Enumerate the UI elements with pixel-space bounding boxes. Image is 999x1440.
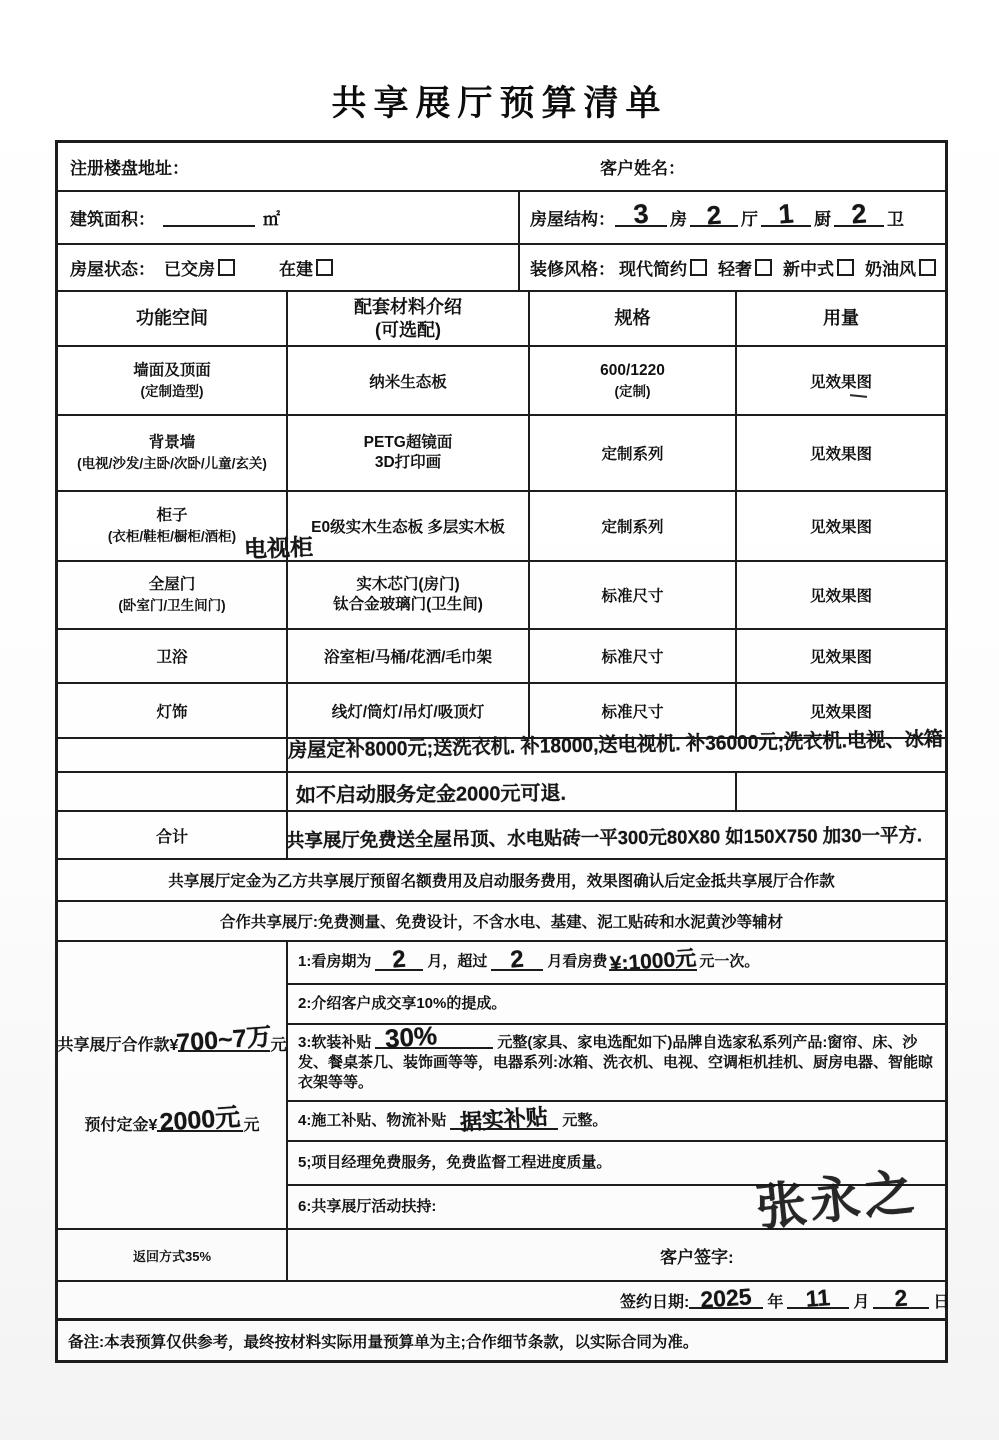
material-row-doors: 全屋门 (卧室门/卫生间门) 实木芯门(房门) 钛合金玻璃门(卫生间) 标准尺寸 见效果图 [58,560,945,628]
customer-name-label: 客户姓名： [600,159,685,178]
checkbox-new-chinese [837,259,854,276]
handwritten-year: 2025 [699,1283,753,1314]
term-item-1: 1:看房期为 2 月，超过 2 月看房费 ¥:1000元 元一次。 [298,945,760,977]
material-row-cabinets: 柜子 (衣柜/鞋柜/橱柜/酒柜) E0级实木生态板 多层实木板 定制系列 见效果图 [58,490,945,560]
handwritten-construction-subsidy: 据实补贴 [459,1103,550,1136]
term-item-3: 3:软装补贴 30% 元整(家具、家电选配如下)品牌自选家私系列产品:窗帘、床、沙发、餐桌茶几、装饰画等等，电器系列:冰箱、洗衣机、电视、空调柜机挂机、厨房电器、智能晾衣架等等。 [288,1023,945,1100]
term-item-4: 4:施工补贴、物流补贴 据实补贴 元整。 [288,1100,945,1141]
style-option-light-luxury: 轻奢 [718,260,752,279]
materials-header-row [58,290,945,345]
checkbox-cream [919,259,936,276]
handwritten-view-months: 2 [391,945,407,974]
building-area-blank [163,208,255,227]
coop-note-row [58,900,945,940]
style-label: 装修风格： [530,260,615,279]
row-area-structure [58,190,945,243]
date-row [58,1280,950,1318]
checkbox-light-luxury [755,259,772,276]
handwritten-subsidy-line2: 如不启动服务定金2000元可退. [295,782,567,807]
handwritten-rooms: 3 [632,198,650,230]
handwritten-kitchens: 1 [777,198,795,230]
material-row-bathroom: 卫浴 浴室柜/马桶/花洒/毛巾架 标准尺寸 见效果图 [58,628,945,682]
customer-signature-label: 客户签字: [660,1247,734,1267]
status-option-building: 在建 [279,260,313,279]
house-status-cell [58,245,518,290]
term-item-5: 5;项目经理免费服务，免费监督工程进度质量。 [288,1140,945,1184]
year-unit: 年 [767,1293,784,1311]
header-space: 功能空间 [136,308,208,329]
header-usage: 用量 [735,292,945,345]
return-method-label: 返回方式35% [132,1248,212,1264]
term-item-6: 6:共享展厅活动扶持: [288,1184,945,1228]
handwritten-total-line: 共享展厅免费送全屋吊顶、水电贴砖一平300元80X80 如150X750 加30一平方. [285,825,923,852]
deposit-note: 共享展厅定金为乙方共享展厅预留名额费用及启动服务费用，效果图确认后定金抵共享展厅合作款 [168,873,835,890]
material-row-wall: 墙面及顶面 (定制造型) 纳米生态板 600/1220 (定制) 见效果图 [58,345,945,414]
header-material: 配套材料介绍 (可选配) [286,292,528,345]
handwritten-signature: 张永之 [753,1163,921,1237]
coop-amount-label: 共享展厅合作款¥ [57,1037,179,1055]
status-option-delivered: 已交房 [164,260,215,279]
area-unit: ㎡ [263,210,280,229]
header-spec: 规格 [528,292,735,345]
row-status-style [58,243,945,290]
coop-note: 合作共享展厅:免费测量、免费设计，不含水电、基建、泥工贴砖和水泥黄沙等辅材 [219,914,784,931]
remark-row [58,1318,945,1360]
total-label: 合计 [155,828,188,846]
day-unit: 日 [933,1293,950,1311]
handwritten-subsidy-line1: 房屋定补8000元;送洗衣机. 补18000,送电视机. 补36000元;洗衣机.电视、冰箱 [287,728,944,762]
handwritten-month: 11 [805,1284,832,1313]
style-option-cream: 奶油风 [865,260,916,279]
material-row-lighting: 灯饰 线灯/筒灯/吊灯/吸顶灯 标准尺寸 见效果图 [58,682,945,737]
building-area-label: 建筑面积： [70,210,155,229]
style-option-modern: 现代简约 [619,260,687,279]
address-label: 注册楼盘地址： [70,159,189,178]
payment-panel [58,942,286,1228]
row-address [58,143,945,190]
status-label: 房屋状态： [70,260,155,279]
deposit-note-row [58,858,945,900]
house-structure-cell [518,192,945,243]
handwritten-baths: 2 [850,198,868,230]
baths-unit: 卫 [887,210,904,229]
page-title: 共享展厅预算清单 [331,84,668,123]
handwritten-view-fee: ¥:1000元 [609,947,698,977]
decor-style-cell [518,245,945,290]
halls-unit: 厅 [741,210,758,229]
structure-label: 房屋结构： [530,210,615,229]
handwritten-over-months: 2 [509,945,525,974]
signature-row [58,1228,945,1280]
deposit-label: 预付定金¥ [84,1116,158,1134]
building-area-cell [58,192,518,243]
handwritten-halls: 2 [705,199,723,231]
style-option-new-chinese: 新中式 [783,260,834,279]
checkbox-delivered [218,259,235,276]
budget-table [55,140,948,1363]
handwritten-tv-cabinet: 电视柜 [243,533,314,563]
sign-date-label: 签约日期: [620,1293,690,1311]
handwritten-coop-amount: 700~7万 [175,1022,273,1058]
handwritten-day: 2 [894,1284,909,1312]
deposit-unit: 元 [243,1116,260,1134]
rooms-unit: 房 [670,210,687,229]
checkbox-building [316,259,333,276]
material-row-background-wall: 背景墙 (电视/沙发/主卧/次卧/儿童/玄关) PETG超镜面 3D打印画 定制系列 见效果图 [58,414,945,490]
month-unit: 月 [853,1293,870,1311]
handwritten-soft-subsidy: 30% [383,1019,438,1054]
term-item-2: 2:介绍客户成交享10%的提成。 [288,983,945,1023]
remark-note: 备注:本表预算仅供参考，最终按材料实际用量预算单为主;合作细节条款，以实际合同为准。 [68,1333,699,1351]
coop-amount-unit: 元 [270,1037,287,1055]
checkbox-modern [690,259,707,276]
kitchens-unit: 厨 [814,210,831,229]
handwritten-deposit-amount: 2000元 [159,1103,242,1137]
